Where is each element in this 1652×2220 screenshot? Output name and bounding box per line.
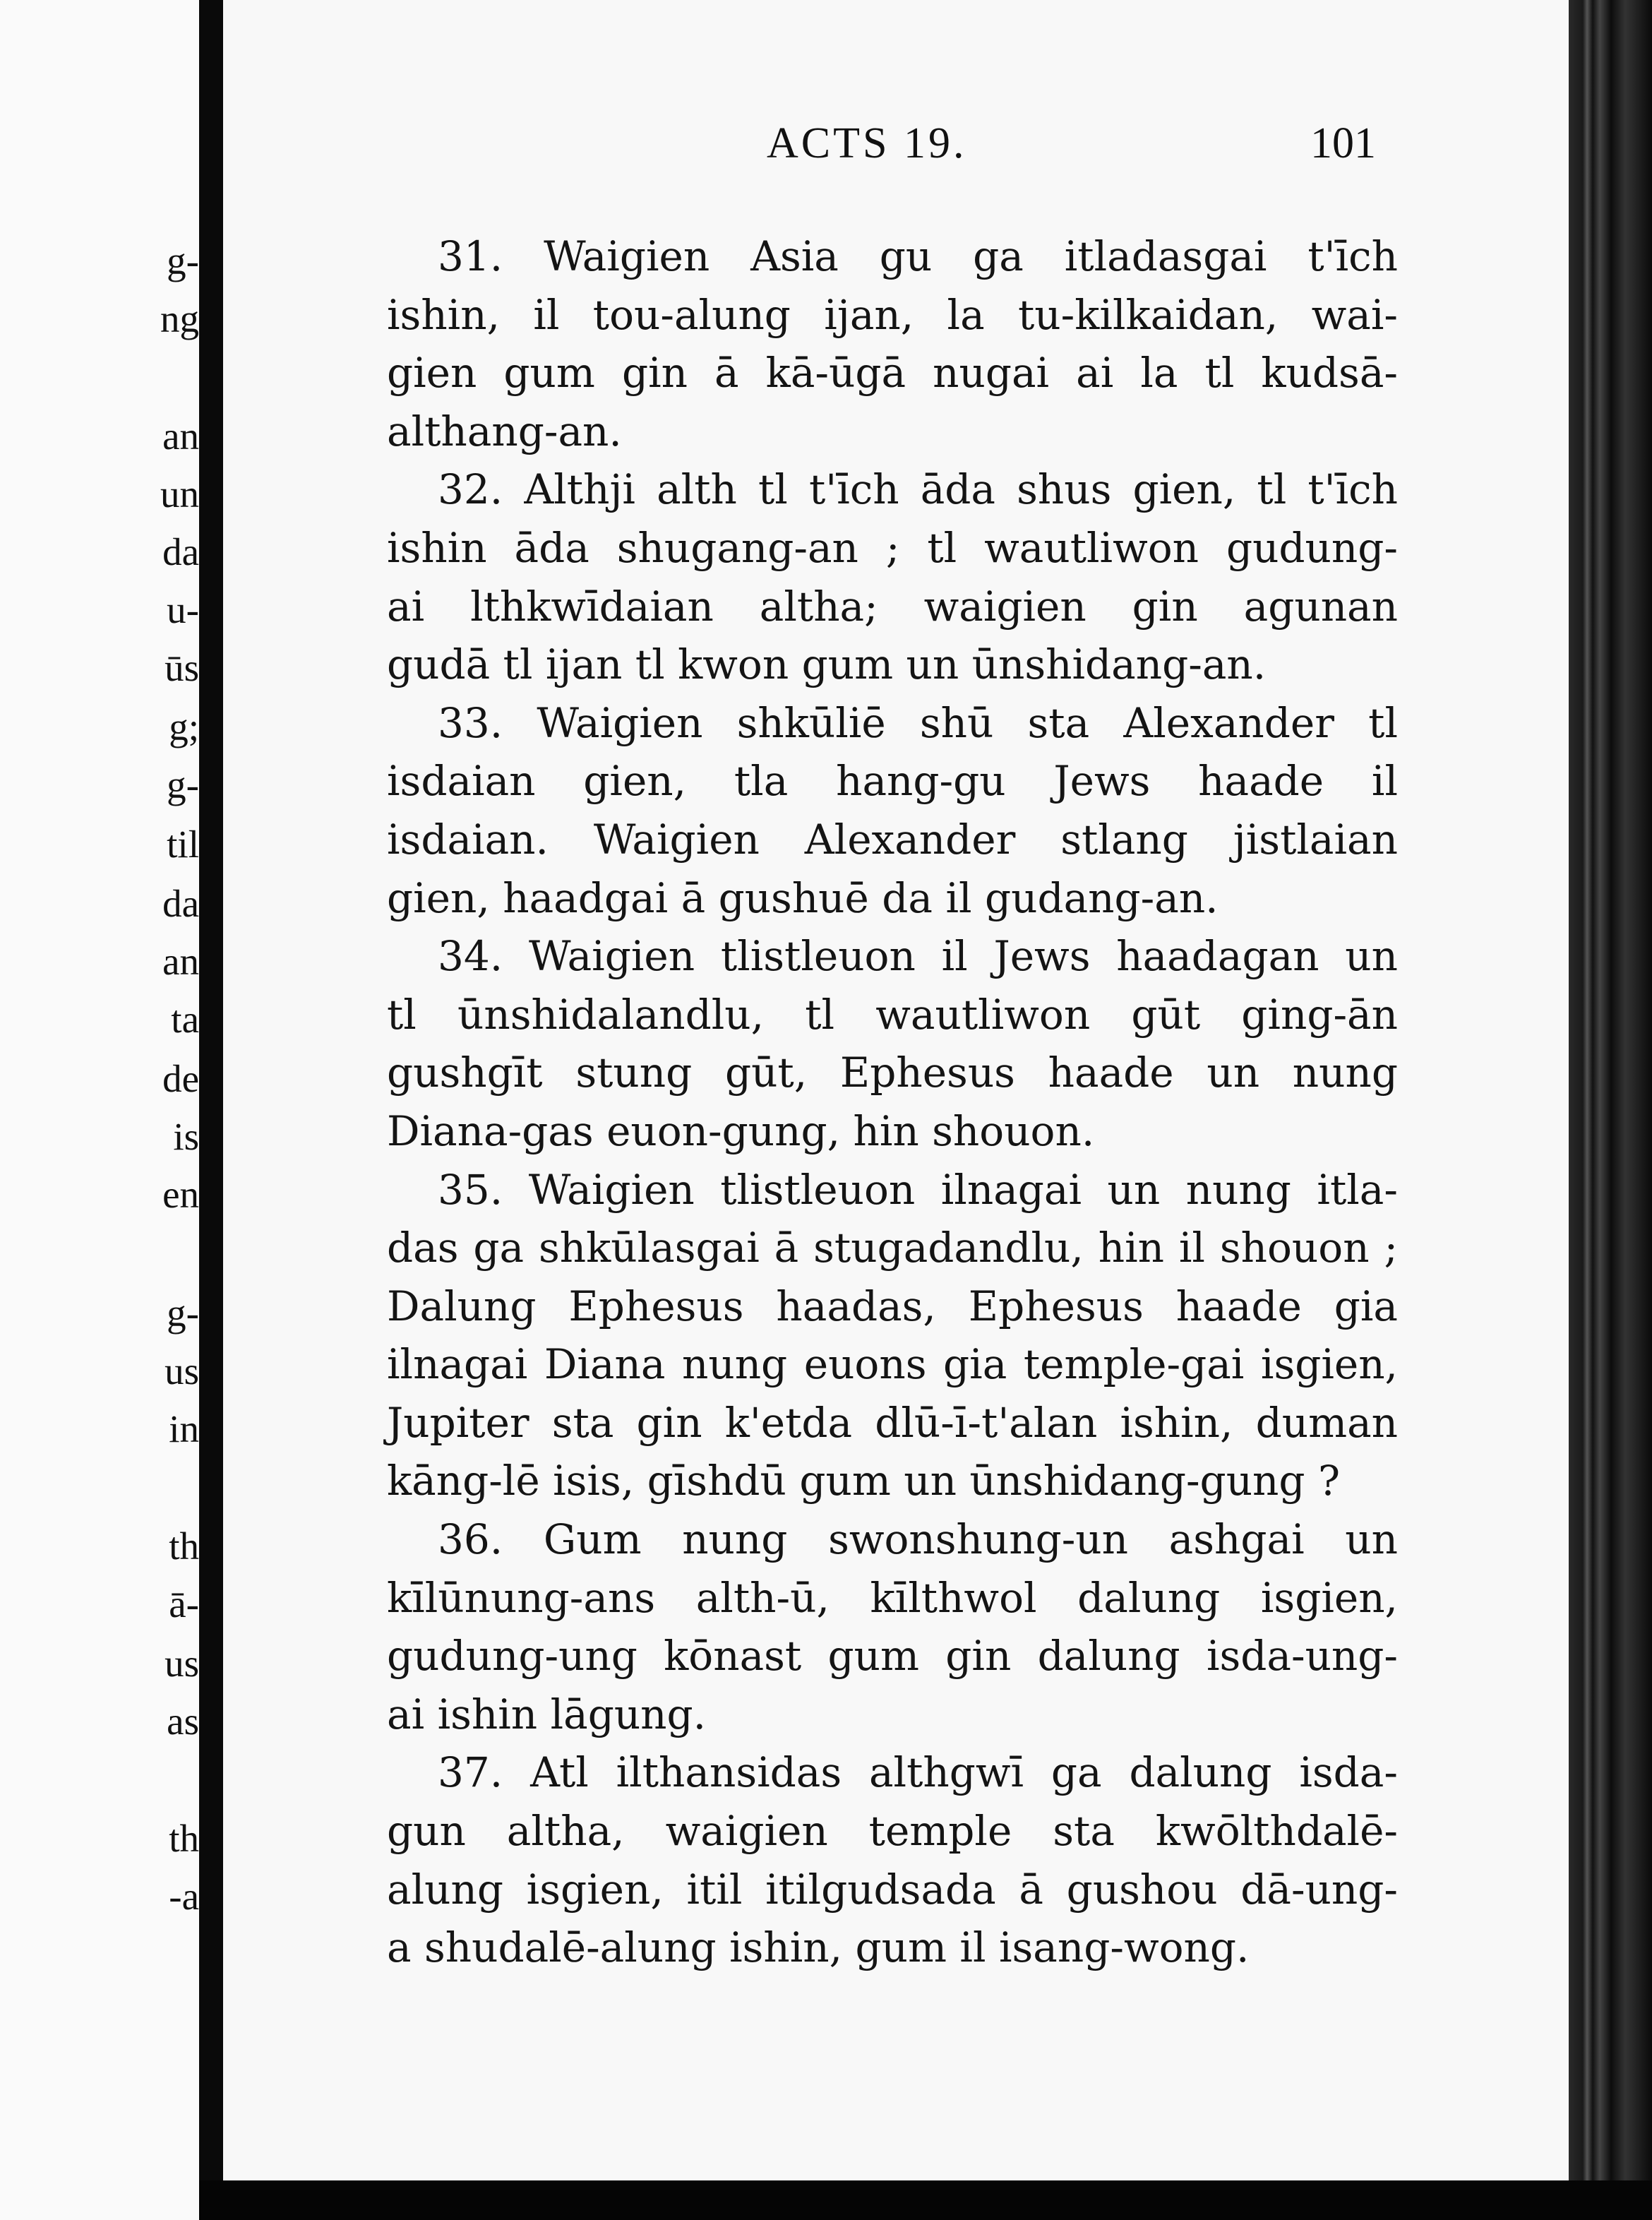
- left-fragment: g;: [169, 705, 199, 748]
- left-fragment: g-: [167, 763, 199, 806]
- running-title: ACTS 19.: [767, 119, 967, 167]
- left-fragment: us: [164, 1642, 199, 1685]
- verse-36-line: gudung-ung kōnast gum gin dalung isda-ung-: [387, 1632, 1398, 1681]
- verse-33-line: 33. Waigien shkūliē shū sta Alexander tl: [438, 698, 1398, 747]
- left-fragment: us: [164, 1349, 199, 1392]
- left-fragment: u-: [167, 588, 199, 631]
- left-fragment: is: [173, 1115, 199, 1158]
- left-fragment: th: [169, 1524, 199, 1568]
- verse-36-line: kīlūnung-ans alth-ū, kīlthwol dalung isgien,: [387, 1573, 1398, 1622]
- left-fragment: ta: [171, 998, 199, 1041]
- left-fragment: da: [162, 882, 199, 925]
- left-fragment: an: [162, 940, 199, 983]
- left-fragment: -a: [169, 1875, 199, 1918]
- left-fragment: ng: [160, 297, 199, 340]
- left-fragment: an: [162, 414, 199, 458]
- verse-35-line: Jupiter sta gin k'etda dlū-ī-t'alan ishin, duman: [387, 1398, 1398, 1447]
- left-fragment: ā-: [169, 1582, 199, 1625]
- left-fragment: th: [169, 1817, 199, 1860]
- verse-32-line: 32. Althji alth tl t'īch āda shus gien, tl t'īch: [438, 465, 1398, 514]
- left-fragment: as: [167, 1700, 199, 1743]
- left-fragment: in: [169, 1407, 199, 1450]
- left-fragment: de: [162, 1057, 199, 1100]
- verse-33-line: gien, haadgai ā gushuē da il gudang-an.: [387, 873, 1219, 922]
- running-header: [223, 119, 1569, 168]
- verse-37-line: 37. Atl ilthansidas althgwī ga dalung isda-: [438, 1748, 1398, 1797]
- verse-33-line: isdaian gien, tla hang-gu Jews haade il: [387, 757, 1398, 806]
- verse-34-line: 34. Waigien tlistleuon il Jews haadagan un: [438, 932, 1398, 981]
- page-number: 101: [1310, 119, 1376, 167]
- left-fragment: en: [162, 1173, 199, 1216]
- verse-35-line: 35. Waigien tlistleuon ilnagai un nung itla-: [438, 1165, 1398, 1214]
- page-bottom-shadow: [199, 2180, 1652, 2220]
- verse-35-line: das ga shkūlasgai ā stugadandlu, hin il shouon ;: [387, 1224, 1398, 1272]
- verse-36-line: 36. Gum nung swonshung-un ashgai un: [438, 1515, 1398, 1564]
- verse-31-line: ishin, il tou-alung ijan, la tu-kilkaidan, wai-: [387, 290, 1398, 339]
- verse-33-line: isdaian. Waigien Alexander stlang jistlaian: [387, 815, 1398, 864]
- left-fragment: un: [160, 472, 199, 515]
- verse-31-line: 31. Waigien Asia gu ga itladasgai t'īch: [438, 232, 1398, 280]
- verse-36-line: ai ishin lāgung.: [387, 1690, 707, 1738]
- verse-34-line: gushgīt stung gūt, Ephesus haade un nung: [387, 1049, 1398, 1097]
- verse-34-line: tl ūnshidalandlu, tl wautliwon gūt ging-ān: [387, 990, 1398, 1039]
- body-text: [387, 227, 1398, 1977]
- verse-32-line: ai lthkwīdaian altha; waigien gin agunan: [387, 582, 1398, 631]
- verse-31-line: althang-an.: [387, 407, 622, 455]
- left-fragment: da: [162, 530, 199, 573]
- verse-37-line: a shudalē-alung ishin, gum il isang-wong.: [387, 1923, 1250, 1972]
- left-fragment: g-: [167, 239, 199, 282]
- left-fragment: ūs: [164, 646, 199, 689]
- page-edge-stack: [1569, 0, 1652, 2220]
- left-fragment: g-: [167, 1291, 199, 1335]
- verse-34-line: Diana-gas euon-gung, hin shouon.: [387, 1106, 1095, 1155]
- verse-31-line: gien gum gin ā kā-ūgā nugai ai la tl kudsā-: [387, 349, 1398, 398]
- verse-37-line: alung isgien, itil itilgudsada ā gushou dā-ung-: [387, 1865, 1398, 1914]
- left-fragment: til: [167, 823, 199, 866]
- verse-32-line: gudā tl ijan tl kwon gum un ūnshidang-an.: [387, 640, 1267, 689]
- book-gutter: [199, 0, 223, 2220]
- verse-37-line: gun altha, waigien temple sta kwōlthdalē-: [387, 1807, 1398, 1856]
- verse-35-line: kāng-lē isis, gīshdū gum un ūnshidang-gung ?: [387, 1457, 1341, 1505]
- verse-32-line: ishin āda shugang-an ; tl wautliwon gudung-: [387, 523, 1398, 572]
- verse-35-line: Dalung Ephesus haadas, Ephesus haade gia: [387, 1282, 1398, 1330]
- verse-35-line: ilnagai Diana nung euons gia temple-gai isgien,: [387, 1340, 1398, 1389]
- facing-page-fragment: [0, 0, 199, 2220]
